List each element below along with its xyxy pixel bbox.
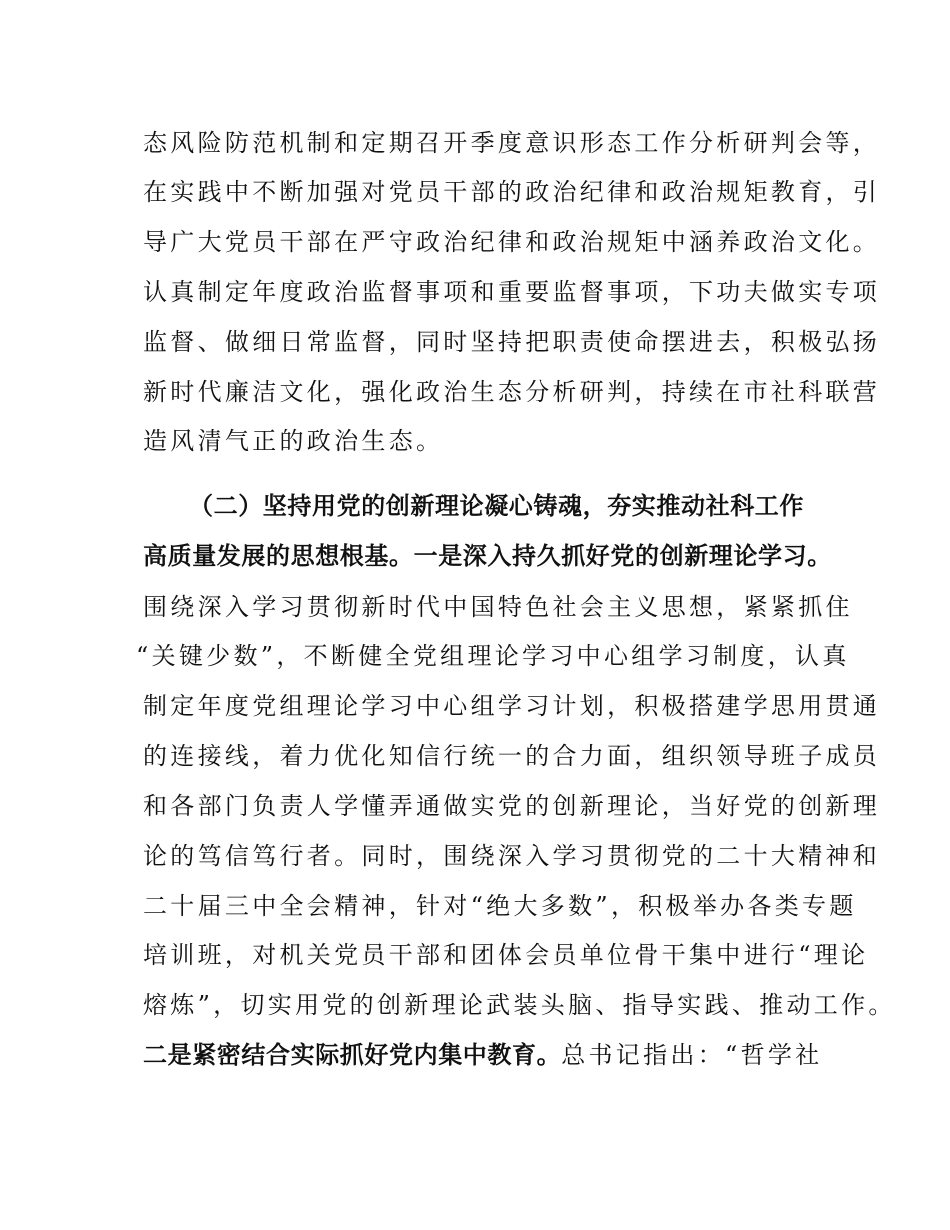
paragraph-text: 总书记指出：“哲学社 bbox=[561, 1041, 823, 1069]
paragraph-line: 熔炼”，切实用党的创新理论武装头脑、指导实践、推动工作。 bbox=[143, 991, 896, 1019]
paragraph-line: “关键少数”，不断健全党组理论学习中心组学习制度，认真 bbox=[136, 642, 850, 670]
paragraph-line: 造风清气正的政治生态。 bbox=[143, 427, 444, 455]
paragraph-line: 的连接线，着力优化知信行统一的合力面，组织领导班子成员 bbox=[143, 742, 881, 770]
paragraph-line bbox=[143, 1035, 823, 1075]
paragraph-line: 在实践中不断加强对党员干部的政治纪律和政治规矩教育，引 bbox=[143, 178, 881, 206]
paragraph-line: 论的笃信笃行者。同时，围绕深入学习贯彻党的二十大精神和 bbox=[143, 842, 881, 870]
section-heading-line: （二）坚持用党的创新理论凝心铸魂，夯实推动社科工作 bbox=[189, 492, 804, 520]
paragraph-line: 和各部门负责人学懂弄通做实党的创新理论，当好党的创新理 bbox=[143, 792, 881, 820]
paragraph-line: 导广大党员干部在严守政治纪律和政治规矩中涵养政治文化。 bbox=[143, 228, 881, 256]
paragraph-line: 新时代廉洁文化，强化政治生态分析研判，持续在市社科联营 bbox=[143, 378, 881, 406]
paragraph-line: 制定年度党组理论学习中心组学习计划，积极搭建学思用贯通 bbox=[143, 692, 881, 720]
paragraph-line: 围绕深入学习贯彻新时代中国特色社会主义思想，紧紧抓住 bbox=[143, 593, 853, 621]
section-heading-line: 高质量发展的思想根基。一是深入持久抓好党的创新理论学习。 bbox=[143, 542, 832, 570]
paragraph-line: 监督、做细日常监督，同时坚持把职责使命摆进去，积极弘扬 bbox=[143, 328, 881, 356]
paragraph-line: 态风险防范机制和定期召开季度意识形态工作分析研判会等， bbox=[143, 129, 881, 157]
bold-lead-in: 二是紧密结合实际抓好党内集中教育。 bbox=[143, 1041, 562, 1069]
paragraph-line: 认真制定年度政治监督事项和重要监督事项，下功夫做实专项 bbox=[143, 278, 881, 306]
paragraph-line: 培训班，对机关党员干部和团体会员单位骨干集中进行“理论 bbox=[143, 941, 869, 969]
paragraph-line: 二十届三中全会精神，针对“绝大多数”，积极举办各类专题 bbox=[143, 892, 857, 920]
